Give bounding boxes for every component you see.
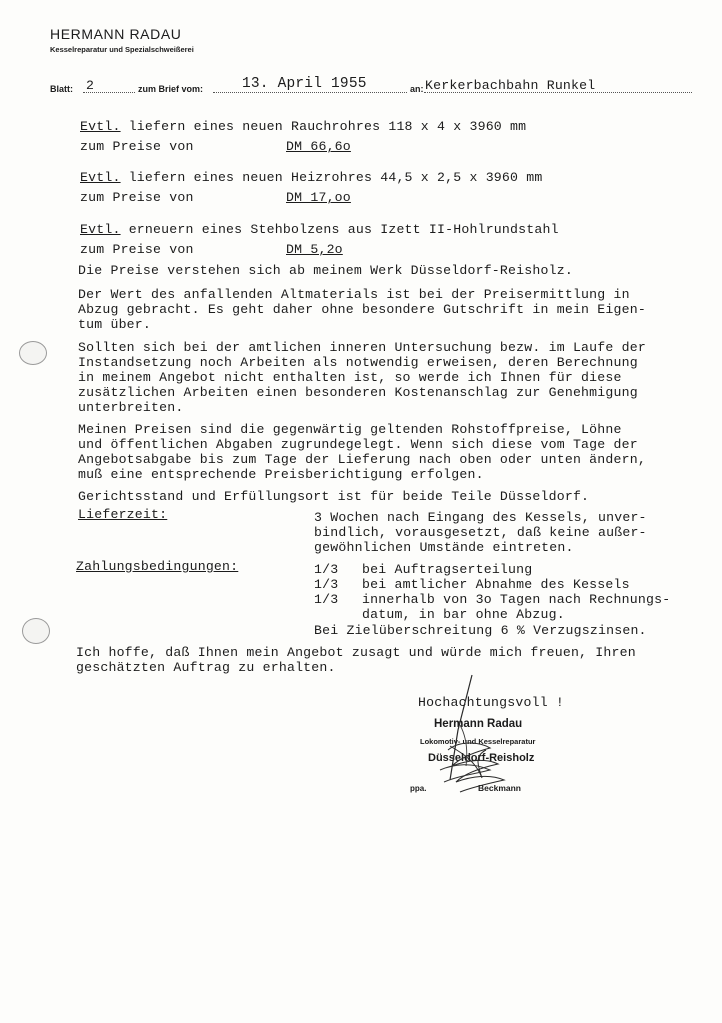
- stamp-line2: Lokomotiv- und Kesselreparatur: [420, 737, 536, 746]
- zahlung-note: Bei Zielüberschreitung 6 % Verzugszinsen.: [314, 623, 647, 638]
- brief-label: zum Brief vom:: [138, 84, 204, 94]
- item-1-desc: Evtl. liefern eines neuen Rauchrohres 118 x 4 x 3960 mm: [80, 119, 527, 134]
- item-3-price: DM 5,2o: [286, 242, 343, 257]
- item-1-price-label: zum Preise von: [80, 139, 194, 154]
- zahlung-frac: 1/3: [314, 592, 339, 607]
- zahlung-frac: 1/3: [314, 577, 339, 592]
- lieferzeit-line: bindlich, vorausgesetzt, daß keine außer-: [314, 525, 647, 540]
- item-3-price-label: zum Preise von: [80, 242, 194, 257]
- item-2-desc: Evtl. liefern eines neuen Heizrohres 44,5 x 2,5 x 3960 mm: [80, 170, 543, 185]
- blatt-label: Blatt:: [50, 84, 73, 94]
- recipient: Kerkerbachbahn Runkel: [425, 78, 596, 93]
- company-subtitle: Kesselreparatur und Spezialschweißerei: [50, 45, 194, 54]
- ppa-label: ppa.: [410, 784, 427, 793]
- zahlung-text: datum, in bar ohne Abzug.: [362, 607, 565, 622]
- handwritten-signature: [420, 670, 530, 795]
- brief-date: 13. April 1955: [242, 76, 367, 92]
- zahlung-frac: 1/3: [314, 562, 339, 577]
- signer-name: Beckmann: [478, 783, 521, 793]
- punch-hole-bottom: [22, 618, 50, 644]
- closing-line: geschätzten Auftrag zu erhalten.: [76, 660, 336, 675]
- item-1-price: DM 66,6o: [286, 139, 351, 154]
- closing-line: Ich hoffe, daß Ihnen mein Angebot zusagt und würde mich freuen, Ihren: [76, 645, 636, 660]
- zahlung-text: innerhalb von 3o Tagen nach Rechnungs-: [362, 592, 671, 607]
- item-2-price-label: zum Preise von: [80, 190, 194, 205]
- item-3-desc: Evtl. erneuern eines Stehbolzens aus Izett II-Hohlrundstahl: [80, 222, 559, 237]
- stamp-name: Hermann Radau: [434, 718, 523, 730]
- zahlung-text: bei Auftragserteilung: [362, 562, 533, 577]
- stamp-city: Düsseldorf-Reisholz: [428, 752, 535, 764]
- zahlung-text: bei amtlicher Abnahme des Kessels: [362, 577, 630, 592]
- zahlung-label: Zahlungsbedingungen:: [76, 559, 239, 574]
- werk-paragraph: Die Preise verstehen sich ab meinem Werk Düsseldorf-Reisholz.: [78, 263, 573, 278]
- lieferzeit-label: Lieferzeit:: [78, 507, 168, 522]
- greeting: Hochachtungsvoll !: [418, 695, 565, 710]
- company-name: HERMANN RADAU: [50, 26, 182, 42]
- lieferzeit-line: 3 Wochen nach Eingang des Kessels, unver-: [314, 510, 647, 525]
- blatt-value: 2: [86, 78, 95, 93]
- an-label: an:: [410, 84, 424, 94]
- punch-hole-top: [19, 341, 47, 365]
- item-2-price: DM 17,oo: [286, 190, 351, 205]
- lieferzeit-line: gewöhnlichen Umstände eintreten.: [314, 540, 574, 555]
- gerichtsstand-paragraph: Gerichtsstand und Erfüllungsort ist für beide Teile Düsseldorf.: [78, 489, 590, 504]
